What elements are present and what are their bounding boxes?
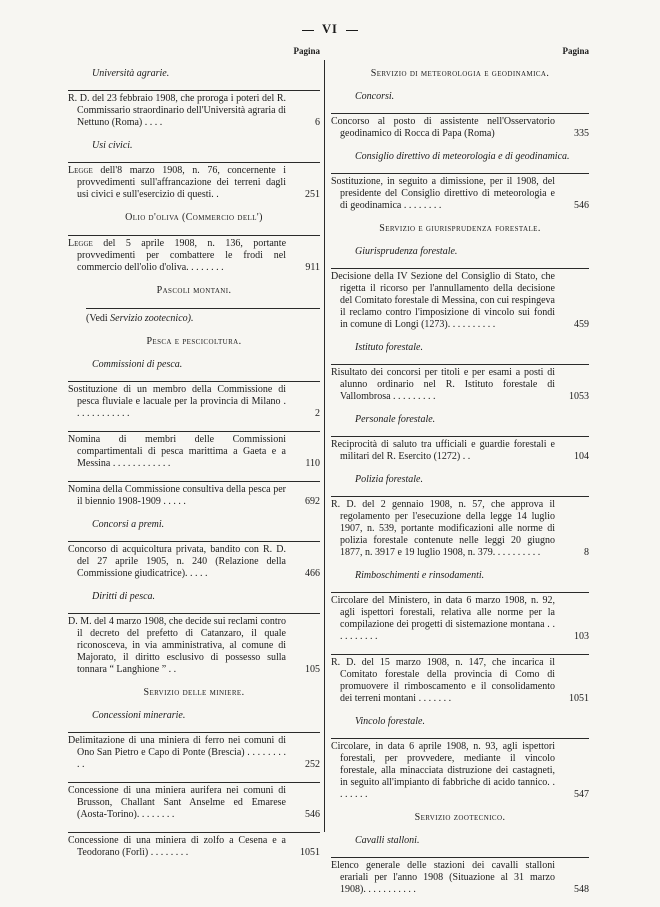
- entry-text: R. D. del 23 febbraio 1908, che proroga i poteri del R. Commissario straordinario dell'Università agraria di Nettuno (Roma) . . . .: [68, 93, 286, 128]
- category-universita: Università agrarie.: [92, 68, 170, 79]
- index-entry: [68, 613, 320, 676]
- entry-text: Delimitazione di una miniera di ferro nei comuni di Ono San Pietro e Capo di Ponte (Brescia) . . . . . . . . . .: [68, 735, 286, 770]
- index-entry: [331, 857, 589, 896]
- entry-page-number: 252: [305, 759, 320, 770]
- page-number: [0, 22, 660, 37]
- entry-page-number: 2: [315, 408, 320, 419]
- entry-prefix: Legge: [68, 238, 93, 249]
- entry-page-number: 110: [305, 458, 320, 469]
- entry-text: Concessione di una miniera di zolfo a Cesena e a Teodorano (Forlì) . . . . . . . .: [68, 835, 286, 858]
- entry-text: Decisione della IV Sezione del Consiglio di Stato, che rigetta il ricorso per l'annullamento della decisione del Comitato forestale di Messina, con cui respingeva il reclamo contro l'imposizione di vincolo sui fondi in comune di Longi (1273). . . . . . . . . .: [331, 271, 555, 330]
- page-number-text: VI: [321, 22, 338, 36]
- entry-text: Risultato dei concorsi per titoli e per esami a posti di alunno ordinario nel R. Istituto forestale di Vallombrosa . . . . . . . . .: [331, 367, 555, 402]
- index-entry: [68, 541, 320, 580]
- section-heading-forestale: Servizio e giurisprudenza forestale.: [379, 223, 541, 234]
- index-entry: [68, 481, 320, 508]
- column-divider: [324, 60, 325, 832]
- category-personale: Personale forestale.: [355, 414, 436, 425]
- entry-text: Sostituzione di un membro della Commissione di pesca fluviale e lacuale per la provincia di Milano . . . . . . . . . . . .: [68, 384, 286, 419]
- entry-page-number: 692: [305, 496, 320, 507]
- entry-page-number: 911: [305, 262, 320, 273]
- category-diritti: Diritti di pesca.: [92, 591, 156, 602]
- entry-page-number: 251: [305, 189, 320, 200]
- index-entry: [331, 113, 589, 140]
- index-entry: [331, 654, 589, 705]
- entry-page-number: 104: [574, 451, 589, 462]
- index-entry: [68, 732, 320, 771]
- entry-page-number: 548: [574, 884, 589, 895]
- entry-prefix: Legge: [68, 165, 93, 176]
- category-consiglio-direttivo: Consiglio direttivo di meteorologia e di geodinamica.: [355, 151, 570, 162]
- entry-page-number: 466: [305, 568, 320, 579]
- index-entry: [331, 592, 589, 643]
- entry-text: Concorso al posto di assistente nell'Osservatorio geodinamico di Rocca di Papa (Roma): [331, 116, 555, 139]
- entry-text: Nomina di membri delle Commissioni compartimentali di pesca marittima a Gaeta e a Messina . . . . . . . . . . . .: [68, 434, 286, 469]
- entry-text: Concessione di una miniera aurifera nei comuni di Brusson, Challant Sant Anselme ed Emarese (Aosta-Torino). . . . . . . .: [68, 785, 286, 820]
- category-giurisprudenza: Giurisprudenza forestale.: [355, 246, 458, 257]
- category-vincolo: Vincolo forestale.: [355, 716, 425, 727]
- entry-text: R. D. del 15 marzo 1908, n. 147, che incarica il Comitato forestale della provincia di Como di promuovere il rimboscamento e il consolidamento dei terreni montani . . . . . . .: [331, 657, 555, 704]
- entry-page-number: 335: [574, 128, 589, 139]
- section-heading-meteorologia: Servizio di meteorologia e geodinamica.: [370, 68, 550, 79]
- entry-text: D. M. del 4 marzo 1908, che decide sui reclami contro il decreto del prefetto di Catanzaro, il quale riconosceva, in via amministrativa, al comune di Majorato, il diritto esclusivo di possesso sulla tonnara “ Langhione ” . .: [68, 616, 286, 675]
- entry-text: Reciprocità di saluto tra ufficiali e guardie forestali e militari del R. Esercito (1272) . .: [331, 439, 555, 462]
- entry-page-number: 459: [574, 319, 589, 330]
- entry-page-number: 546: [305, 809, 320, 820]
- entry-text: [68, 165, 290, 201]
- entry-page-number: 546: [574, 200, 589, 211]
- entry-text: Circolare del Ministero, in data 6 marzo 1908, n. 92, agli ispettori forestali, relativa alle norme per la compilazione dei progetti di sistemazione montana . . . . . . . . . .: [331, 595, 555, 642]
- left-column: [68, 46, 320, 870]
- category-polizia: Polizia forestale.: [355, 474, 423, 485]
- entry-text: Circolare, in data 6 aprile 1908, n. 93, agli ispettori forestali, per provvedere, mediante il vincolo forestale, alla minacciata distruzione dei castagneti, in seguito all'impianto di fabbriche di acido tannico. . . . . . . .: [331, 741, 555, 800]
- entry-page-number: 1051: [300, 847, 320, 858]
- category-commissioni: Commissioni di pesca.: [92, 359, 183, 370]
- entry-page-number: 1053: [569, 391, 589, 402]
- entry-page-number: 103: [574, 631, 589, 642]
- entry-page-number: 1051: [569, 693, 589, 704]
- index-entry: [331, 738, 589, 801]
- entry-text: R. D. del 2 gennaio 1908, n. 57, che approva il regolamento per l'esecuzione della legge 14 luglio 1907, n. 539, portante modificazioni alle norme di polizia forestale contenute nelle leggi 20 giugno 1877, n. 3917 e 19 luglio 1908, n. 379. . . . . . . . . .: [331, 499, 555, 558]
- index-entry: [68, 431, 320, 470]
- note-prefix: (Vedi: [86, 313, 108, 324]
- index-entry: [68, 381, 320, 420]
- entry-page-number: 105: [305, 664, 320, 675]
- index-entry: [68, 90, 320, 129]
- pagina-label-right: Pagina: [562, 46, 589, 56]
- index-entry: [331, 436, 589, 463]
- entry-page-number: 6: [315, 117, 320, 128]
- entry-page-number: 8: [584, 547, 589, 558]
- dash-right: [346, 30, 358, 31]
- index-entry: [331, 496, 589, 559]
- category-concorsi-premi: Concorsi a premi.: [92, 519, 165, 530]
- category-usi-civici: Usi civici.: [92, 140, 133, 151]
- dash-left: [302, 30, 314, 31]
- entry-body: del 5 aprile 1908, n. 136, portante provvedimenti per combattere le frodi nel commercio dell'olio d'oliva. . . . . . . .: [77, 238, 287, 273]
- index-entry: [68, 782, 320, 821]
- note-reference: Servizio zootecnico).: [110, 313, 194, 324]
- category-concorsi: Concorsi.: [355, 91, 395, 102]
- entry-text: Elenco generale delle stazioni dei cavalli stalloni erariali per l'anno 1908 (Situazione al 31 marzo 1908). . . . . . . . . . .: [331, 860, 555, 895]
- index-entry: [68, 832, 320, 859]
- index-entry: [68, 162, 320, 201]
- index-entry: [331, 268, 589, 331]
- category-cavalli: Cavalli stalloni.: [355, 835, 420, 846]
- section-heading-pascoli: Pascoli montani.: [156, 285, 232, 296]
- entry-text: Nomina della Commissione consultiva della pesca per il biennio 1908-1909 . . . . .: [68, 484, 286, 507]
- section-heading-miniere: Servizio delle miniere.: [143, 687, 245, 698]
- index-entry: [331, 173, 589, 212]
- entry-body: dell'8 marzo 1908, n. 76, concernente i provvedimenti sull'affrancazione dei terreni dagli usi civici e sull'esercizio di questi. .: [77, 165, 286, 200]
- entry-page-number: 547: [574, 789, 589, 800]
- cross-reference-note: [86, 308, 320, 324]
- section-heading-olio: Olio d'oliva (Commercio dell'): [125, 212, 263, 223]
- category-rimboschimenti: Rimboschimenti e rinsodamenti.: [355, 570, 485, 581]
- entry-text: [68, 238, 290, 274]
- entry-text: Concorso di acquicoltura privata, bandito con R. D. del 27 aprile 1905, n. 240 (Relazione della Commissione giudicatrice). . . . .: [68, 544, 286, 579]
- index-entry: [331, 364, 589, 403]
- pagina-label-left: Pagina: [293, 46, 320, 56]
- section-heading-pesca: Pesca e pescicoltura.: [146, 336, 242, 347]
- category-istituto: Istituto forestale.: [355, 342, 423, 353]
- entry-text: Sostituzione, in seguito a dimissione, per il 1908, del presidente del Consiglio direttivo di meteorologia e di geodinamica . . . . . . . .: [331, 176, 555, 211]
- section-heading-zootecnico: Servizio zootecnico.: [414, 812, 506, 823]
- index-entry: [68, 235, 320, 274]
- right-column: [331, 46, 589, 907]
- category-concessioni: Concessioni minerarie.: [92, 710, 186, 721]
